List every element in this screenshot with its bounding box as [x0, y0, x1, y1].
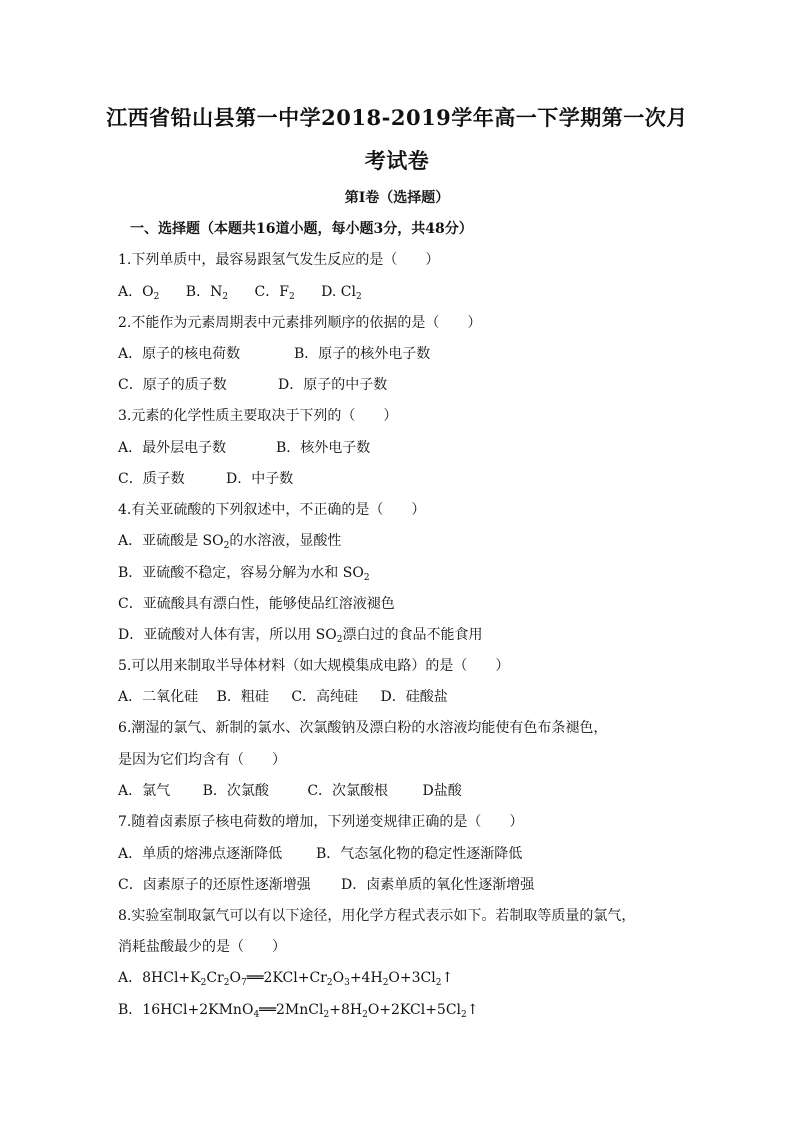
q4-option-b: B．亚硫酸不稳定，容易分解为水和 $SO_2$	[118, 565, 370, 583]
question-8-stem-line1: 8.实验室制取氯气可以有以下途径，用化学方程式表示如下。若制取等质量的氯气，	[118, 908, 636, 924]
question-3-stem: 3.元素的化学性质主要取决于下列的（ ）	[118, 408, 398, 424]
question-7-stem: 7.随着卤素原子核电荷数的增加，下列递变规律正确的是（ ）	[118, 814, 524, 830]
question-5-stem: 5.可以用来制取半导体材料（如大规模集成电路）的是（ ）	[118, 658, 510, 674]
q5-option-b: B．粗硅	[216, 689, 269, 705]
question-4-stem: 4.有关亚硫酸的下列叙述中，不正确的是（ ）	[118, 502, 426, 518]
question-6-options	[118, 782, 462, 800]
question-8-stem-line2: 消耗盐酸最少的是（ ）	[118, 939, 286, 955]
q4-option-d: D．亚硫酸对人体有害，所以用 $SO_2$漂白过的食品不能食用	[118, 627, 483, 645]
q6-option-d: D盐酸	[422, 783, 462, 799]
q4-option-a: A．亚硫酸是 $SO_2$的水溶液，显酸性	[118, 533, 342, 551]
q2-option-c: C．原子的质子数	[118, 377, 227, 393]
q3-option-a: A．最外层电子数	[118, 440, 227, 456]
q5-option-a: A．二氧化硅	[118, 689, 199, 705]
q6-option-b: B．次氯酸	[202, 783, 269, 799]
q3-option-b: B．核外电子数	[276, 440, 371, 456]
question-7-options-row1	[118, 845, 522, 863]
q2-option-a: A．原子的核电荷数	[118, 346, 241, 362]
question-3-options-row1	[118, 439, 370, 457]
q5-option-d: D．硅酸盐	[380, 689, 448, 705]
question-7-options-row2	[118, 876, 534, 894]
question-1-stem: 1.下列单质中，最容易跟氢气发生反应的是（ ）	[118, 252, 440, 268]
q2-option-d: D．原子的中子数	[278, 377, 388, 393]
q8-option-a: A．$8HCl+K_2Cr_2O_7══2KCl+Cr_2O_3+4H_2O+3Cl_2↑$	[118, 970, 454, 988]
q7-option-c: C．卤素原子的还原性逐渐增强	[118, 877, 311, 893]
q1-option-d: D. $Cl_2$	[321, 284, 362, 302]
q1-option-a: A．$O_2$	[118, 284, 160, 302]
question-2-stem: 2.不能作为元素周期表中元素排列顺序的依据的是（ ）	[118, 315, 482, 331]
question-2-options-row1	[118, 345, 430, 363]
question-2-options-row2	[118, 376, 387, 394]
q1-option-c: C．$F_2$	[254, 284, 295, 302]
question-5-options	[118, 688, 448, 706]
question-3-options-row2	[118, 470, 293, 488]
question-6-stem-line2: 是因为它们均含有（ ）	[118, 752, 286, 768]
volume-heading: 第I卷（选择题）	[344, 190, 450, 206]
q6-option-a: A．氯气	[118, 783, 171, 799]
q2-option-b: B．原子的核外电子数	[294, 346, 431, 362]
q7-option-d: D．卤素单质的氧化性逐渐增强	[341, 877, 535, 893]
exam-title-line2: 考试卷	[364, 148, 430, 173]
question-1-options	[118, 283, 362, 301]
q4-option-c: C．亚硫酸具有漂白性，能够使品红溶液褪色	[118, 596, 395, 612]
section-heading: 一、选择题（本题共16道小题，每小题3分，共48分）	[130, 221, 473, 237]
q3-option-d: D．中子数	[226, 471, 294, 487]
q5-option-c: C．高纯硅	[291, 689, 359, 705]
q7-option-b: B．气态氢化物的稳定性逐渐降低	[316, 846, 523, 862]
q8-option-b: B．$16HCl+2KMnO_4══2MnCl_2+8H_2O+2KCl+5Cl_2↑$	[118, 1002, 479, 1020]
q3-option-c: C．质子数	[118, 471, 185, 487]
exam-title-line1: 江西省铅山县第一中学2018-2019学年高一下学期第一次月	[106, 105, 688, 130]
question-6-stem-line1: 6.潮湿的氯气、新制的氯水、次氯酸钠及漂白粉的水溶液均能使有色布条褪色，	[118, 720, 608, 736]
q7-option-a: A．单质的熔沸点逐渐降低	[118, 846, 283, 862]
q6-option-c: C．次氯酸根	[307, 783, 389, 799]
q1-option-b: B．$N_2$	[185, 284, 229, 302]
